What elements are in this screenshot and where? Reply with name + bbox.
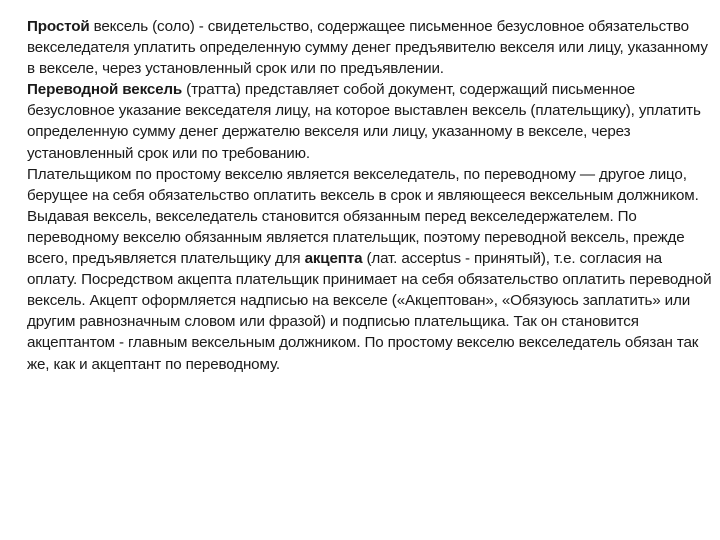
slide-text-body bbox=[27, 16, 715, 375]
definition-transfer-bill: (тратта) представляет собой документ, содержащий письменное безусловное указание векседателя лицу, на которое выставлен вексель (плательщику), уплатить определенную сумму денег держателю векселя или лицу, указанному в векселе, через установленный срок или по требованию. bbox=[27, 81, 701, 162]
paragraph-acceptance bbox=[27, 206, 715, 375]
paragraph-payer: Плательщиком по простому векселю является векселедатель, по переводному — другое лицо, берущее на себя обязательство оплатить вексель в срок и являющееся вексельным должником. bbox=[27, 165, 699, 204]
term-transfer-bill: Переводной вексель bbox=[27, 81, 183, 99]
term-acceptance: акцепта bbox=[304, 250, 363, 268]
definition-simple-bill: вексель (соло) - свидетельство, содержащее письменное безусловное обязательство векселедателя уплатить определенную сумму денег предъявителю векселя или лицу, указанному в векселе, через установленный срок или по предъявлении. bbox=[27, 18, 708, 78]
acceptance-text-before: Выдавая вексель, векселедатель становится обязанным перед векселедержателем. По переводному векселю обязанным является плательщик, поэтому переводной вексель, прежде всего, предъявляется плательщику для bbox=[27, 207, 685, 268]
paragraph-transfer-bill bbox=[27, 79, 715, 163]
paragraph-simple-bill bbox=[27, 16, 715, 79]
term-simple-bill: Простой bbox=[27, 18, 90, 35]
acceptance-text-after: (лат. acceptus - принятый), т.е. согласия на оплату. Посредством акцепта плательщик принимает на себя обязательство оплатить переводной вексель. Акцепт оформляется надписью на векселе («Акцептован», «Обязуюсь заплатить» или другим равнозначным словом или фразой) и подписью плательщика. Так он становится акцептантом - главным вексельным должником. По простому векселю векселедатель обязан так же, как и акцептант по переводному. bbox=[27, 250, 712, 373]
